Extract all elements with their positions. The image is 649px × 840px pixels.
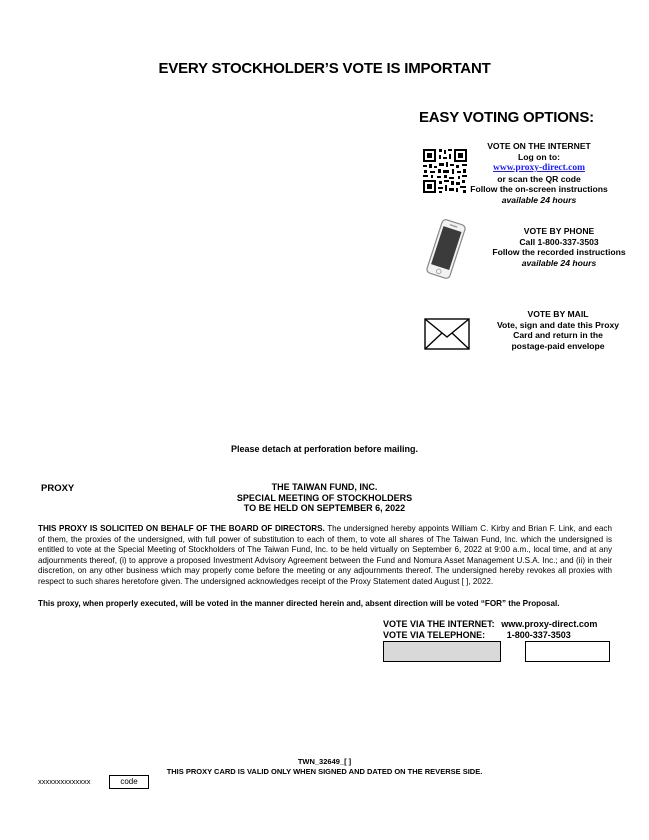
page-title: EVERY STOCKHOLDER’S VOTE IS IMPORTANT	[158, 60, 491, 77]
vote-phone-number: Call 1-800-337-3503	[519, 236, 599, 247]
vote-via-internet-line	[383, 619, 597, 629]
vote-internet-instructions: Follow the on-screen instructions	[470, 184, 608, 195]
vote-phone-title: VOTE BY PHONE	[523, 226, 595, 236]
vote-internet-logon: Log on to:	[518, 151, 560, 162]
fund-name: THE TAIWAN FUND, INC.	[271, 482, 378, 492]
vote-via-internet-label: VOTE VIA THE INTERNET:	[383, 619, 495, 629]
vote-internet-block	[469, 141, 609, 206]
vote-mail-l3: Card and return in the	[513, 330, 603, 341]
validity-notice: THIS PROXY CARD IS VALID ONLY WHEN SIGNED AND DATED ON THE REVERSE SIDE.	[166, 767, 483, 776]
vote-mail-block	[483, 309, 633, 351]
proxy-body	[38, 524, 612, 588]
detach-instruction: Please detach at perforation before mailing.	[230, 444, 419, 454]
vote-internet-availability: available 24 hours	[501, 194, 577, 205]
security-code-box[interactable]	[525, 641, 610, 662]
vote-mail-l4: postage-paid envelope	[511, 340, 605, 351]
control-number-box[interactable]	[383, 641, 501, 662]
proxy-label: PROXY	[41, 483, 75, 494]
vote-mail-l2: Vote, sign and date this Proxy	[496, 319, 620, 330]
meeting-date: TO BE HELD ON SEPTEMBER 6, 2022	[243, 503, 406, 513]
vote-via-telephone-label: VOTE VIA TELEPHONE:	[383, 630, 486, 640]
proxy-body-text: The undersigned hereby appoints William C. Kirby and Brian F. Link, and each of them, the proxies of the undersigned, with full power of substitution to each of them, to vote all shares of The Taiwan Fund, Inc. which the undersigned is entitled to vote at the Special Meeting of Stockholders of The Taiwan Fund, Inc. to be held virtually on September 6, 2022 at 9:00 a.m., local time, and at any adjournments thereof, (i) to approve a proposed Investment Advisory Agreement between the Fund and Nomura Asset Management U.S.A. Inc.; and (ii) in their discretion, on any other business which may properly come before the meeting or any adjournments thereof. The undersigned hereby revokes all proxies with respect to such shares heretofore given. The undersigned acknowledges receipt of the Proxy Statement dated August [ ], 2022.	[38, 524, 612, 586]
placeholder-id: xxxxxxxxxxxxxx	[38, 777, 91, 786]
qr-code-icon	[422, 148, 468, 194]
envelope-icon	[424, 318, 470, 350]
vote-via-internet-value: www.proxy-direct.com	[501, 619, 598, 629]
vote-internet-qr-text: or scan the QR code	[497, 173, 581, 184]
meeting-name: SPECIAL MEETING OF STOCKHOLDERS	[236, 492, 413, 503]
vote-phone-block	[479, 226, 639, 268]
proxy-statement: This proxy, when properly executed, will be voted in the manner directed herein and, absent direction will be voted “FOR” the Proposal.	[38, 599, 560, 608]
proxy-direct-link[interactable]: www.proxy-direct.com	[493, 163, 585, 174]
vote-phone-instructions: Follow the recorded instructions	[492, 247, 626, 258]
proxy-body-lead: THIS PROXY IS SOLICITED ON BEHALF OF THE BOARD OF DIRECTORS.	[38, 524, 325, 533]
vote-mail-title: VOTE BY MAIL	[527, 309, 589, 319]
card-code: TWN_32649_[ ]	[297, 757, 352, 766]
easy-voting-heading: EASY VOTING OPTIONS:	[419, 109, 594, 126]
vote-phone-availability: available 24 hours	[521, 257, 597, 268]
vote-internet-title: VOTE ON THE INTERNET	[487, 141, 591, 151]
phone-icon	[422, 218, 470, 280]
code-box: code	[109, 775, 149, 789]
vote-via-telephone-value: 1-800-337-3503	[506, 630, 571, 640]
vote-via-telephone-line	[383, 630, 571, 640]
meeting-header	[0, 482, 649, 514]
